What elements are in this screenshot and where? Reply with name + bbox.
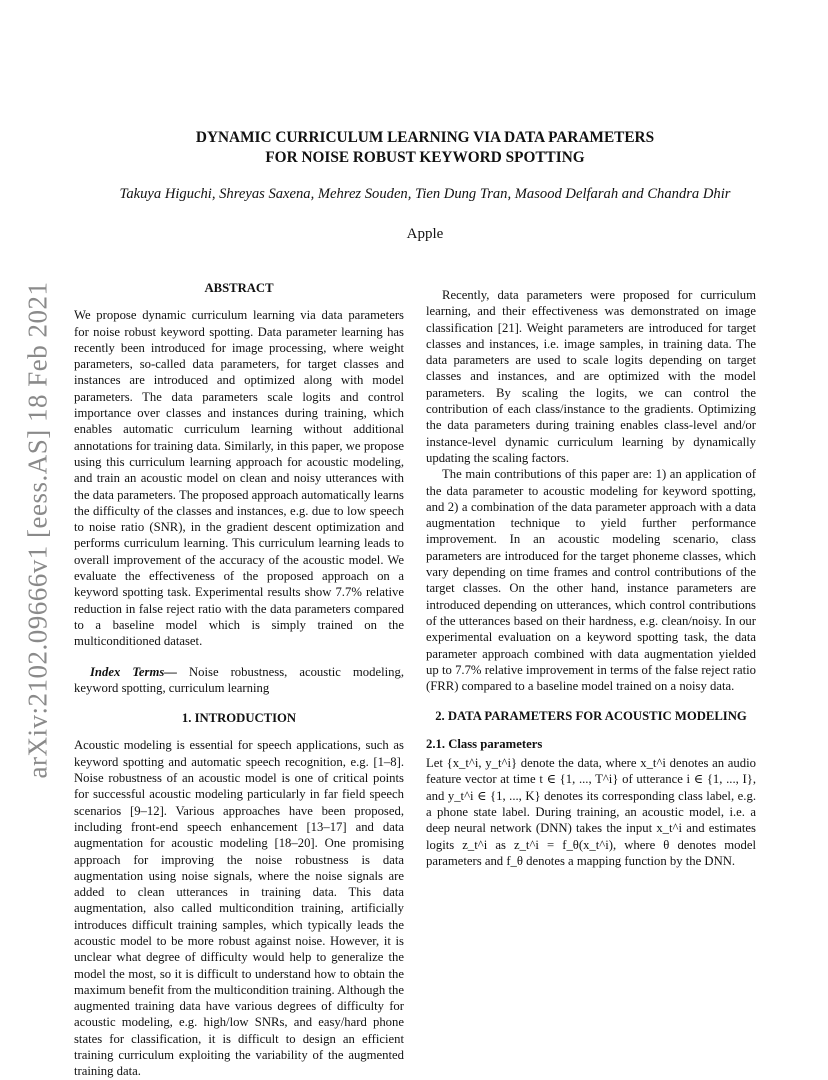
arxiv-side-identifier bbox=[8, 280, 68, 780]
class-parameters-paragraph: Let {x_t^i, y_t^i} denote the data, where x_t^i denotes an audio feature vector at time t ∈ {1, ..., T^i} of utterance i ∈ {1, ..., I}, and y_t^i ∈ {1, ..., K} denotes its corresponding class label, e.g. a phone state label. During training, an acoustic model, i.e. a deep neural network (DNN) takes the input x_t^i and estimates logits z_t^i as z_t^i = f_θ(x_t^i), where θ denotes model parameters and f_θ denotes a mapping function by the DNN. bbox=[426, 756, 756, 868]
abstract-heading: ABSTRACT bbox=[204, 281, 274, 295]
intro-paragraph-2: Recently, data parameters were proposed for curriculum learning, and their effectiveness was demonstrated on image classification [21]. Weight parameters are introduced for target classes and instances, i.e. image samples, in training data. The data parameters are used to scale logits depending on target classes and instances, and are optimized with the model parameters. By scaling the logits, we can control the contribution of each class/instance to the gradients. Optimizing the data parameters during training enables class-level and/or instance-level dynamic curriculum learning by dynamically updating the scaling factors. bbox=[426, 288, 756, 465]
subsection-2-1-heading: 2.1. Class parameters bbox=[426, 736, 543, 751]
intro-paragraph-1: Acoustic modeling is essential for speech applications, such as keyword spotting and automatic speech recognition, e.g. [1–8]. Noise robustness of an acoustic model is one of critical points for successful acoustic modeling particularly in far field speech scenarios [9–12]. Various approaches have been proposed, including front-end speech enhancement [13–17] and data augmentation for acoustic modeling [18–20]. One promising approach for improving the noise robustness is data augmentation using noise signals, where the noise signals are added to clean utterances in training data. This data augmentation, also called multicondition training, artificially introduces difficult training samples, which typically leads the acoustic model to be more robust against noise. However, it is unclear what degree of difficulty would help to generalize the model the most, so it is difficult to understand how to obtain the maximum benefit from the multicondition training. Although the augmented training data have various degrees of difficulty for acoustic modeling, e.g. high/low SNRs, and easy/hard phone states for classification, it is difficult to design an efficient training curriculum exploiting the variability of the augmented training data. bbox=[74, 738, 404, 1079]
right-column bbox=[426, 287, 756, 869]
abstract-text: We propose dynamic curriculum learning via data parameters for noise robust keyword spotting. Data parameter learning has recently been introduced for image processing, where weight parameters, so-called data parameters, for target classes and instances are introduced and optimized along with model parameters. The data parameters scale logits and control importance over classes and instances during training, which enables automatic curriculum learning without additional annotations for training data. Similarly, in this paper, we propose using this curriculum learning approach for acoustic modeling, and train an acoustic model on clean and noisy utterances with the data parameters. The proposed approach automatically learns the difficulty of the classes and instances, e.g. due to low speech to noise ratio (SNR), in the gradient descent optimization and performs curriculum learning. This curriculum learning leads to overall improvement of the accuracy of the acoustic model. We evaluate the effectiveness of the proposed approach on a keyword spotting task. Experimental results show 7.7% relative reduction in false reject ratio with the data parameters compared to a baseline model which is simply trained on the multiconditioned dataset. bbox=[74, 308, 404, 649]
title-line-2: FOR NOISE ROBUST KEYWORD SPOTTING bbox=[265, 149, 585, 166]
left-column bbox=[74, 280, 404, 1080]
title-line-1: DYNAMIC CURRICULUM LEARNING VIA DATA PARAMETERS bbox=[195, 129, 655, 146]
arxiv-id-text: arXiv:2102.09666v1 [eess.AS] 18 Feb 2021 bbox=[22, 281, 53, 779]
paper-authors: Takuya Higuchi, Shreyas Saxena, Mehrez Souden, Tien Dung Tran, Masood Delfarah and Chandra Dhir bbox=[119, 186, 731, 202]
paper-affiliation: Apple bbox=[406, 226, 444, 242]
paper-title bbox=[80, 128, 770, 168]
index-terms-label: Index Terms— bbox=[90, 664, 177, 679]
intro-paragraph-3: The main contributions of this paper are: 1) an application of the data parameter to acoustic modeling for keyword spotting, and 2) a combination of the data parameter approach with a data augmentation technique to yield further performance improvement. In an acoustic modeling scenario, class parameters are introduced for the target phoneme classes, which vary depending on time frames and control contributions of the target classes. On the other hand, instance parameters are introduced depending on utterances, which control contributions of the utterances based on their hardness, e.g. clean/noisy. In our experimental evaluation on a keyword spotting task, the data parameter approach combined with data augmentation yielded up to 7.7% relative improvement in terms of the false reject ratio (FRR) compared to a baseline model trained on a noisy data. bbox=[426, 467, 756, 694]
index-terms bbox=[74, 664, 404, 697]
section-1-heading: 1. INTRODUCTION bbox=[181, 711, 297, 726]
index-terms-text: Noise robustness, acoustic modeling, keyword spotting, curriculum learning bbox=[74, 664, 404, 695]
section-2-heading: 2. DATA PARAMETERS FOR ACOUSTIC MODELING bbox=[435, 709, 747, 724]
